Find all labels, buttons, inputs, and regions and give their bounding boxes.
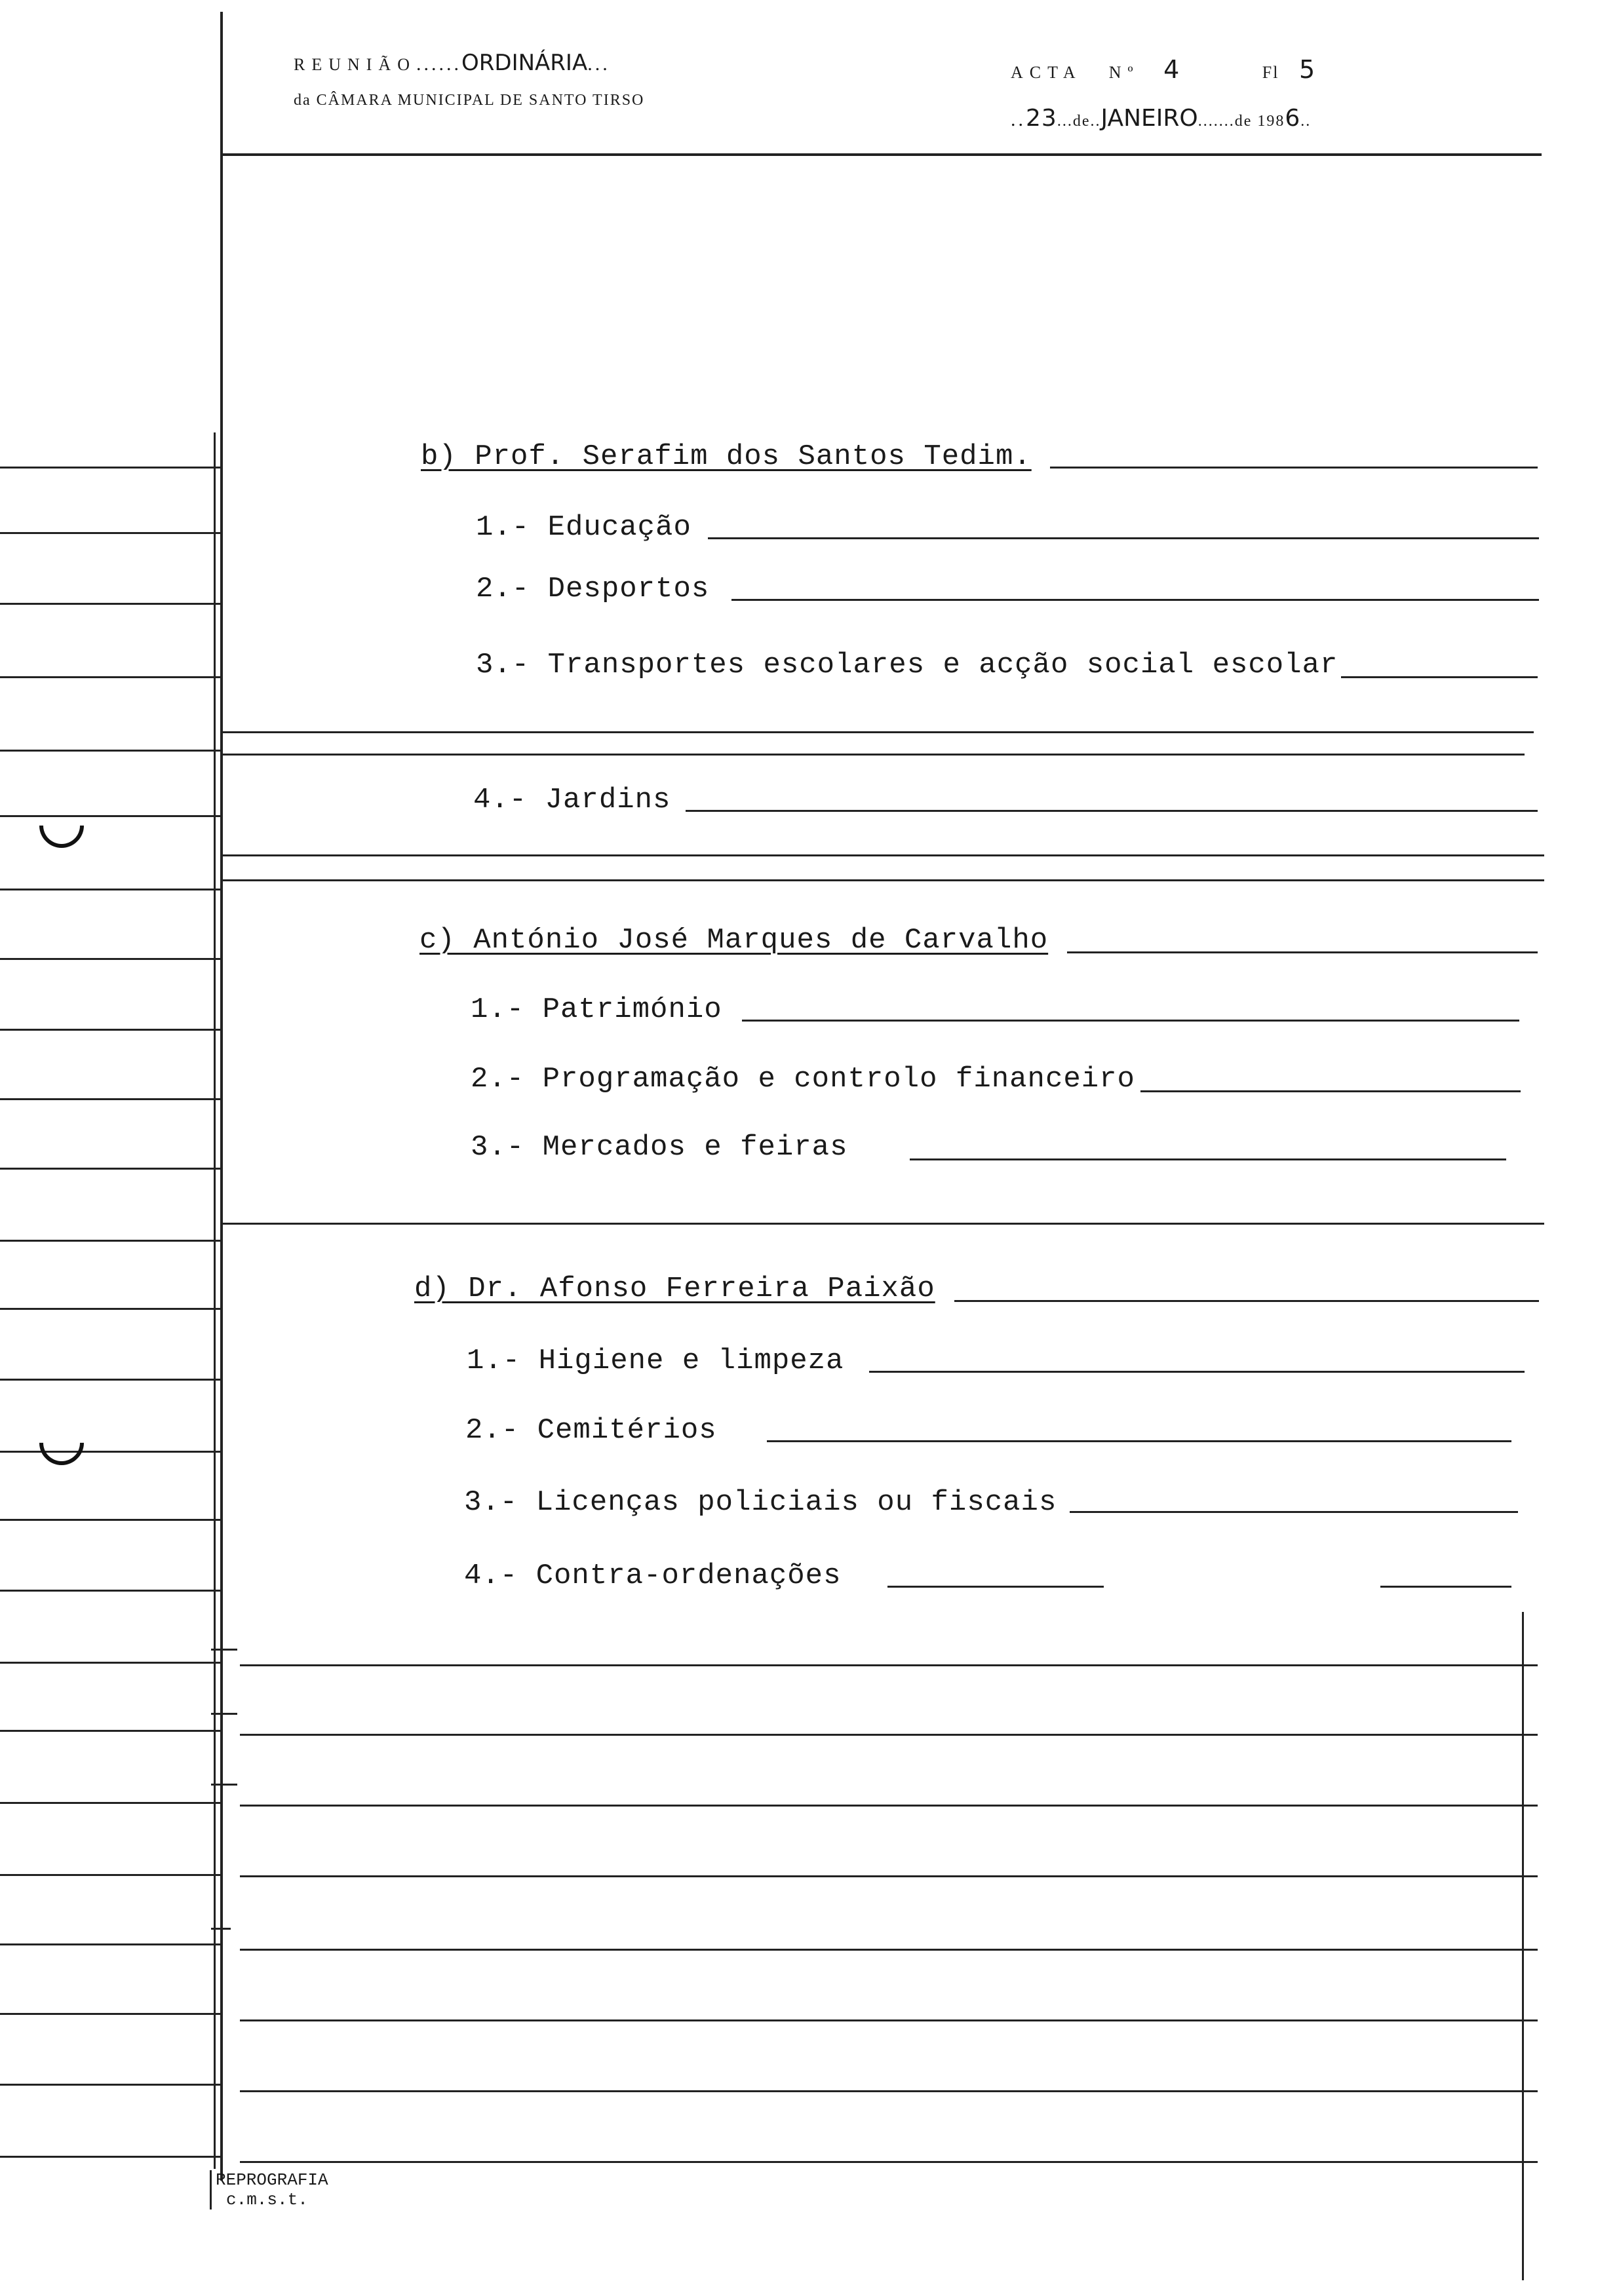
- section-b-item-4: 4.- Jardins: [473, 784, 671, 816]
- section-c-item-1: 1.- Património: [471, 993, 722, 1026]
- date-line: [1011, 105, 1311, 132]
- reuniao-tail: ...: [587, 53, 610, 75]
- item-fill-line: [742, 1020, 1519, 1022]
- date-month: JANEIRO: [1100, 105, 1198, 132]
- bleed-line: [0, 1943, 220, 1945]
- section-c-heading: c) António José Marques de Carvalho: [419, 924, 1049, 957]
- camara-line: da CÂMARA MUNICIPAL DE SANTO TIRSO: [294, 92, 645, 109]
- acta-line: [1011, 55, 1315, 84]
- section-b-item-3: 3.- Transportes escolares e acção social escolar: [476, 649, 1338, 681]
- blank-line: [240, 2090, 1538, 2092]
- bleed-line: [0, 889, 220, 890]
- item-fill-line: [1140, 1090, 1521, 1092]
- reprografia-stamp: [210, 2170, 328, 2210]
- blank-line: [220, 731, 1534, 733]
- item-fill-line: [910, 1158, 1506, 1160]
- date-day: 23: [1026, 105, 1057, 132]
- section-c-item-3: 3.- Mercados e feiras: [471, 1131, 848, 1164]
- bleed-line: [0, 958, 220, 960]
- stamp-line-2: c.m.s.t.: [226, 2190, 308, 2210]
- section-d-item-2: 2.- Cemitérios: [465, 1414, 717, 1447]
- acta-number: 4: [1163, 55, 1180, 84]
- section-d-item-3: 3.- Licenças policiais ou fiscais: [464, 1486, 1057, 1519]
- reuniao-dots: ......: [416, 53, 461, 75]
- folha-number: 5: [1298, 55, 1315, 84]
- bleed-line: [0, 1029, 220, 1031]
- section-c-heading-fill: [1067, 951, 1538, 953]
- section-b-item-2: 2.- Desportos: [476, 573, 710, 605]
- margin-tick: [211, 1649, 237, 1651]
- date-de1: ...de..: [1057, 113, 1101, 130]
- item-fill-line: [1341, 676, 1538, 678]
- item-fill-line: [767, 1440, 1511, 1442]
- margin-tick: [211, 1713, 237, 1715]
- folha-label: Fl: [1262, 63, 1279, 82]
- bleed-line: [0, 750, 220, 752]
- stamp-line-1: REPROGRAFIA: [216, 2170, 328, 2190]
- bleed-line: [0, 532, 220, 534]
- reuniao-label: REUNIÃO: [294, 55, 416, 74]
- reuniao-line: [294, 50, 610, 76]
- bleed-line: [0, 2156, 220, 2158]
- bleed-line: [0, 1730, 220, 1732]
- bleed-line: [0, 1451, 220, 1453]
- margin-tick: [211, 1784, 237, 1786]
- blank-line: [240, 1664, 1538, 1666]
- bleed-line: [0, 1590, 220, 1592]
- right-edge-rule: [1522, 1612, 1524, 2280]
- date-tail: ..: [1300, 113, 1312, 130]
- bleed-line: [0, 815, 220, 817]
- item-fill-line: [1070, 1511, 1518, 1513]
- bleed-line: [0, 676, 220, 678]
- blank-line: [240, 1875, 1538, 1877]
- margin-rule: [220, 12, 223, 2181]
- punch-hole: [30, 794, 93, 857]
- item-fill-line: [887, 1586, 1104, 1588]
- bleed-line: [0, 1519, 220, 1521]
- blank-line: [240, 2019, 1538, 2021]
- blank-line: [240, 1949, 1538, 1951]
- bleed-line: [0, 603, 220, 605]
- punch-hole: [30, 1411, 93, 1474]
- blank-line: [240, 2161, 1538, 2163]
- section-d-heading-fill: [954, 1300, 1539, 1302]
- bleed-line: [0, 2084, 220, 2086]
- bleed-line: [0, 467, 220, 469]
- blank-line: [220, 854, 1544, 856]
- bleed-line: [0, 1802, 220, 1804]
- blank-line: [240, 1734, 1538, 1736]
- item-fill-line: [869, 1371, 1525, 1373]
- date-year-digit: 6: [1285, 105, 1301, 132]
- blank-line: [240, 1805, 1538, 1807]
- margin-rule-secondary: [214, 432, 216, 2169]
- numero-label: Nº: [1108, 63, 1140, 82]
- date-lead: ..: [1011, 109, 1026, 130]
- acta-label: ACTA: [1011, 63, 1081, 82]
- bleed-line: [0, 2013, 220, 2015]
- bleed-line: [0, 1379, 220, 1381]
- reuniao-value: ORDINÁRIA: [461, 50, 588, 76]
- bleed-line: [0, 1662, 220, 1664]
- bleed-line: [0, 1098, 220, 1100]
- margin-tick: [211, 1928, 231, 1930]
- section-d-item-1: 1.- Higiene e limpeza: [467, 1345, 844, 1377]
- item-fill-line: [1380, 1586, 1511, 1588]
- blank-line: [220, 754, 1525, 756]
- bleed-line: [0, 1168, 220, 1170]
- item-fill-line: [731, 599, 1539, 601]
- section-b-heading-fill: [1050, 467, 1538, 469]
- section-d-item-4: 4.- Contra-ordenações: [464, 1559, 842, 1592]
- section-c-item-2: 2.- Programação e controlo financeiro: [471, 1063, 1135, 1096]
- bleed-line: [0, 1874, 220, 1876]
- blank-line: [220, 879, 1544, 881]
- item-fill-line: [708, 537, 1539, 539]
- header-rule: [220, 153, 1542, 156]
- section-b-heading: b) Prof. Serafim dos Santos Tedim.: [421, 440, 1032, 473]
- bleed-line: [0, 1240, 220, 1242]
- section-d-heading: d) Dr. Afonso Ferreira Paixão: [414, 1272, 935, 1305]
- date-de2: .......de 198: [1197, 113, 1285, 130]
- item-fill-line: [686, 810, 1538, 812]
- bleed-line: [0, 1308, 220, 1310]
- section-b-item-1: 1.- Educação: [476, 511, 691, 544]
- blank-line: [220, 1223, 1544, 1225]
